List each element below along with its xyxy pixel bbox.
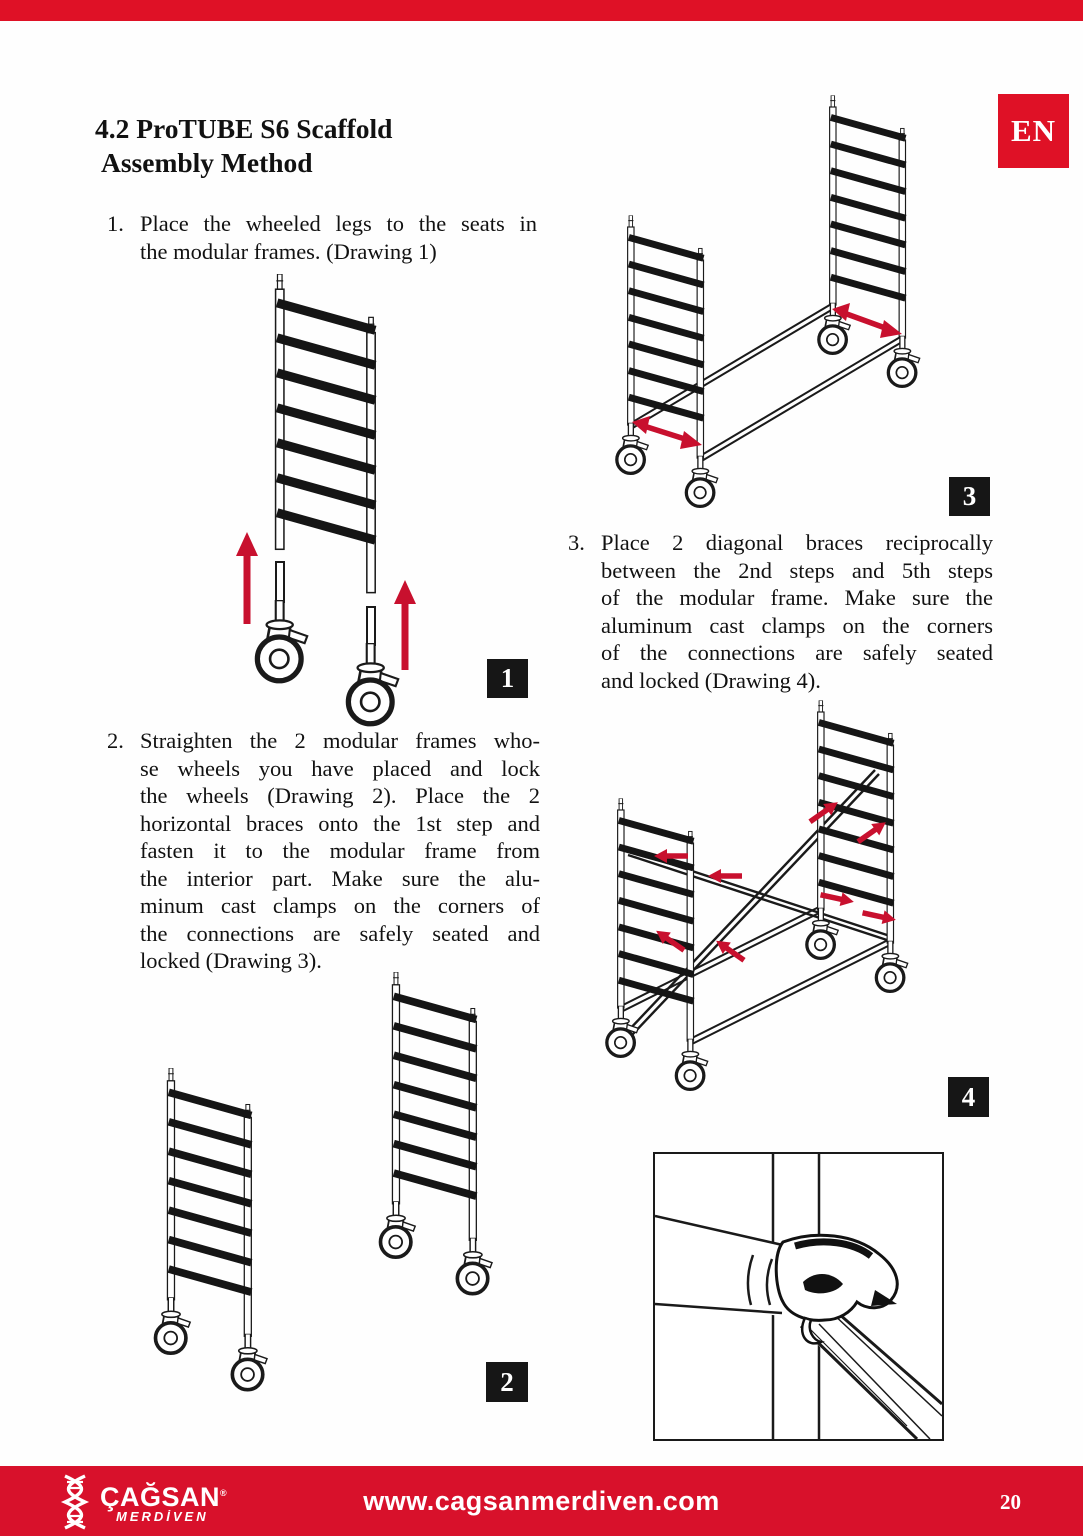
- step-3-line: and locked (Drawing 4).: [601, 667, 821, 693]
- step-2-line: horizontal braces onto the 1st step and: [140, 810, 540, 836]
- step-2-line: the interior part. Make sure the alu-: [140, 865, 540, 891]
- step-2-line: fasten it to the modular frame from: [140, 838, 540, 863]
- step-2-line: minum cast clamps on the corners of: [140, 893, 540, 918]
- step-2-line: se wheels you have placed and lock: [140, 755, 540, 781]
- brace-direction-arrow-icon: [632, 303, 902, 449]
- brand-name: ÇAĞSAN®: [100, 1482, 228, 1512]
- brand-subtitle: MERDİVEN: [116, 1509, 209, 1524]
- drawing-2-label: 2: [486, 1362, 528, 1402]
- step-1-line: the modular frames. (Drawing 1): [140, 238, 437, 264]
- step-2: [107, 727, 540, 975]
- drawing-3-frames-with-horizontal-braces: [592, 85, 972, 530]
- drawing-3-label: 3: [949, 477, 990, 516]
- step-3-number: 3.: [568, 530, 585, 555]
- step-3-line: Place 2 diagonal braces reciprocally: [601, 530, 993, 555]
- section-title: [95, 112, 392, 180]
- step-3-line: aluminum cast clamps on the corners: [601, 612, 993, 638]
- step-3: [568, 529, 993, 694]
- step-1-text: [140, 210, 537, 265]
- step-2-text: [140, 727, 540, 975]
- section-title-line1: 4.2 ProTUBE S6 Scaffold: [95, 113, 393, 144]
- step-2-number: 2.: [107, 728, 124, 753]
- drawing-1-frame-with-wheel-legs: [225, 272, 475, 742]
- step-1-line: Place the wheeled legs to the seats in: [140, 211, 537, 236]
- step-3-line: of the connections are safely seated: [601, 640, 993, 665]
- page-number: 20: [1000, 1490, 1021, 1514]
- website-url: www.cagsanmerdiven.com: [363, 1486, 720, 1516]
- step-1: [107, 210, 537, 265]
- step-3-line: between the 2nd steps and 5th steps: [601, 557, 993, 583]
- registered-mark: ®: [220, 1488, 228, 1498]
- drawing-4-label: 4: [948, 1077, 989, 1117]
- top-red-bar: [0, 0, 1083, 21]
- footer-bar: [0, 1466, 1083, 1536]
- step-2-line: the connections are safely seated and: [140, 920, 540, 946]
- step-2-line: Straighten the 2 modular frames who-: [140, 728, 540, 753]
- clamp-detail-drawing: [655, 1154, 942, 1439]
- drawing-1-label: 1: [487, 659, 528, 698]
- step-1-number: 1.: [107, 211, 124, 236]
- drawing-4-frames-with-diagonal-braces: [592, 698, 992, 1123]
- step-2-line: locked (Drawing 3).: [140, 948, 322, 973]
- clamp-detail-box: [653, 1152, 944, 1441]
- language-badge: EN: [998, 94, 1069, 168]
- step-3-line: of the modular frame. Make sure the: [601, 585, 993, 610]
- step-2-line: the wheels (Drawing 2). Place the 2: [140, 783, 540, 808]
- step-3-text: [601, 529, 993, 694]
- section-title-line2: Assembly Method: [101, 147, 313, 178]
